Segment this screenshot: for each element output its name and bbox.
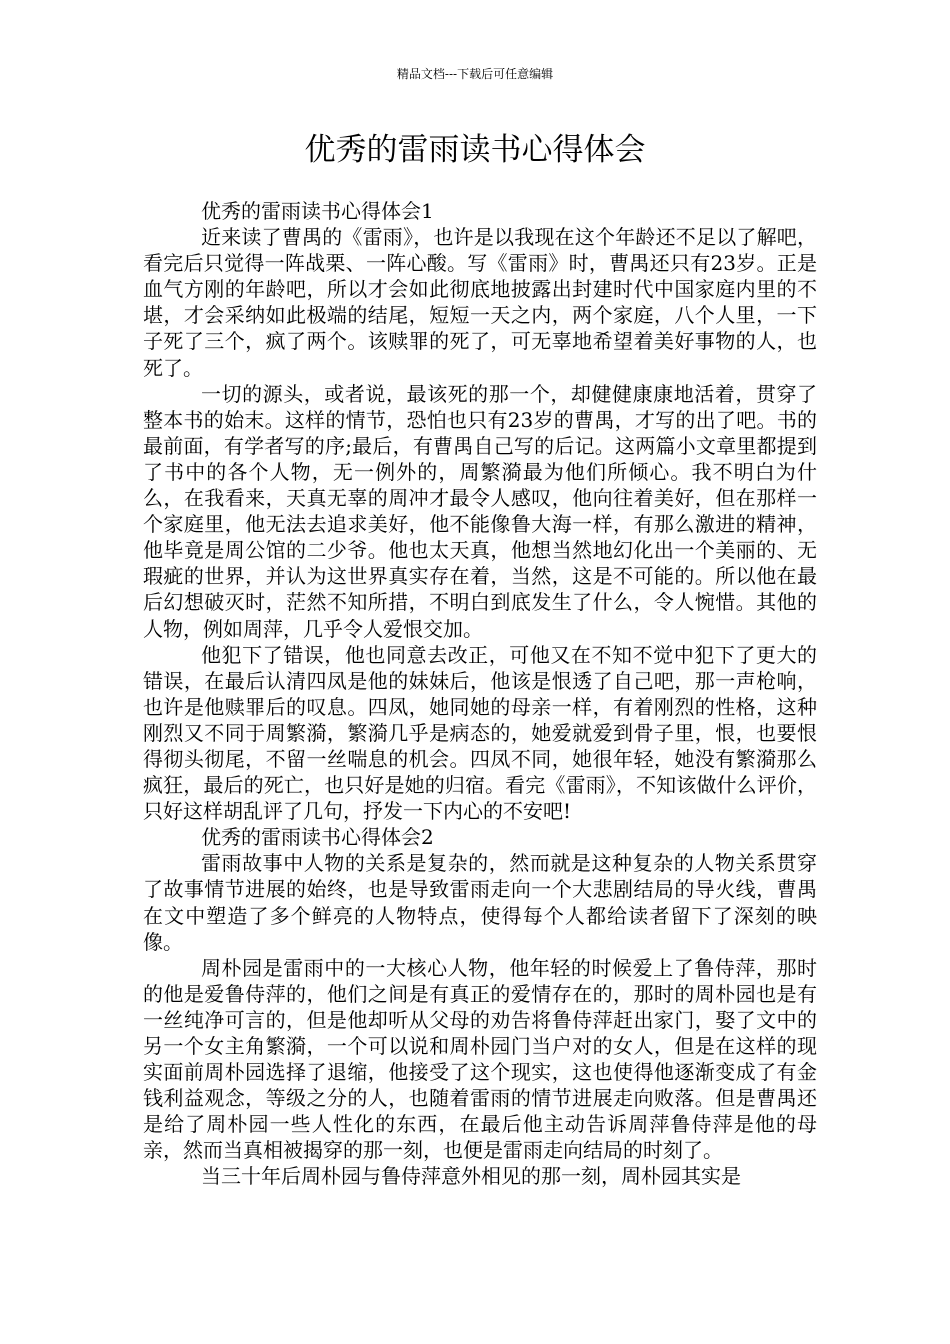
paragraph: 当三十年后周朴园与鲁侍萍意外相见的那一刻，周朴园其实是 [201,1164,741,1189]
document-body [143,198,817,1190]
paragraph: 一切的源头，或者说，最该死的那一个，却健健康康地活着，贯穿了整本书的始末。这样的情节，恐怕也只有23岁的曹禺，才写的出了吧。书的最前面，有学者写的序;最后，有曹禺自己写的后记。这两篇小文章里都提到了书中的各个人物，无一例外的，周繁漪最为他们所倾心。我不明白为什么，在我看来，天真无辜的周冲才最令人感叹，他向往着美好，但在那样一个家庭里，他无法去追求美好，他不能像鲁大海一样，有那么激进的精神，他毕竟是周公馆的二少爷。他也太天真，他想当然地幻化出一个美丽的、无瑕疵的世界，并认为这世界真实存在着，当然，这是不可能的。所以他在最后幻想破灭时，茫然不知所措，不明白到底发生了什么，令人惋惜。其他的人物，例如周萍，几乎令人爱恨交加。 [143,381,817,641]
paragraph: 他犯下了错误，他也同意去改正，可他又在不知不觉中犯下了更大的错误，在最后认清四凤是他的妹妹后，他该是恨透了自己吧，那一声枪响，也许是他赎罪后的叹息。四凤，她同她的母亲一样，有着刚烈的性格，这种刚烈又不同于周繁漪，繁漪几乎是病态的，她爱就爱到骨子里，恨，也要恨得彻头彻尾，不留一丝喘息的机会。四凤不同，她很年轻，她没有繁漪那么疯狂，最后的死亡，也只好是她的归宿。看完《雷雨》，不知该做什么评价，只好这样胡乱评了几句，抒发一下内心的不安吧! [143,642,817,824]
paragraph: 近来读了曹禺的《雷雨》，也许是以我现在这个年龄还不足以了解吧，看完后只觉得一阵战栗、一阵心酸。写《雷雨》时，曹禺还只有23岁。正是血气方刚的年龄吧，所以才会如此彻底地披露出封建时代中国家庭内里的不堪，才会采纳如此极端的结尾，短短一天之内，两个家庭，八个人里，一下子死了三个，疯了两个。该赎罪的死了，可无辜地希望着美好事物的人，也死了。 [143,225,817,380]
paragraph: 雷雨故事中人物的关系是复杂的，然而就是这种复杂的人物关系贯穿了故事情节进展的始终，也是导致雷雨走向一个大悲剧结局的导火线，曹禺在文中塑造了多个鲜亮的人物特点，使得每个人都给读者留下了深刻的映像。 [143,851,817,954]
header-note: 精品文档---下载后可任意编辑 [396,67,554,81]
section-heading-1: 优秀的雷雨读书心得体会1 [201,199,434,223]
document-title: 优秀的雷雨读书心得体会 [304,132,646,168]
paragraph: 周朴园是雷雨中的一大核心人物，他年轻的时候爱上了鲁侍萍，那时的他是爱鲁侍萍的，他们之间是有真正的爱情存在的，那时的周朴园也是有一丝纯净可言的，但是他却听从父母的劝告将鲁侍萍赶出家门，娶了文中的另一个女主角繁漪，一个可以说和周朴园门当户对的女人，但是在这样的现实面前周朴园选择了退缩，他接受了这个现实，这也使得他逐渐变成了有金钱利益观念，等级之分的人，也随着雷雨的情节进展走向败落。但是曹禺还是给了周朴园一些人性化的东西，在最后他主动告诉周萍鲁侍萍是他的母亲，然而当真相被揭穿的那一刻，也便是雷雨走向结局的时刻了。 [143,955,817,1163]
section-heading-2: 优秀的雷雨读书心得体会2 [201,825,434,850]
